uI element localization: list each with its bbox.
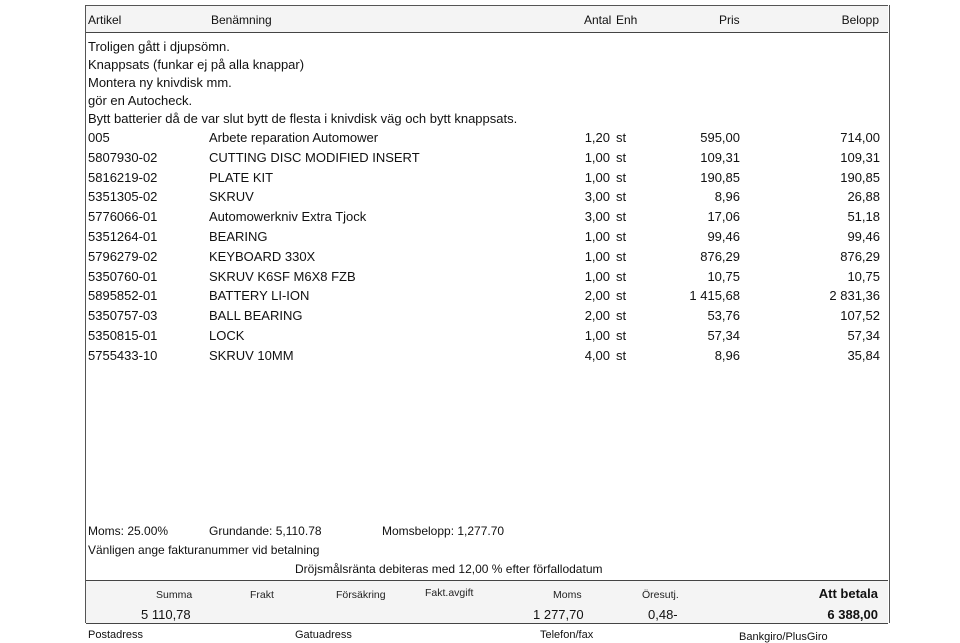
item-article: 5350815-01 — [88, 327, 158, 343]
item-description: SKRUV 10MM — [209, 347, 294, 363]
item-description: LOCK — [209, 327, 245, 343]
line-item — [86, 148, 888, 168]
summa-label: Summa — [156, 589, 193, 601]
oresutj-value: 0,48- — [648, 607, 678, 622]
item-price: 109,31 — [700, 149, 740, 165]
footer-bankgiro: Bankgiro/PlusGiro — [739, 631, 828, 643]
footer-telefon: Telefon/fax — [540, 629, 594, 641]
item-description: Automowerkniv Extra Tjock — [209, 209, 367, 225]
item-description: BALL BEARING — [209, 308, 303, 324]
line-item — [86, 346, 888, 366]
item-unit: st — [616, 189, 627, 205]
line-item — [86, 247, 888, 267]
item-description: SKRUV K6SF M6X8 FZB — [209, 268, 356, 284]
item-price: 8,96 — [714, 347, 740, 363]
note-line: gör en Autocheck. — [88, 93, 193, 108]
moms-label: Moms — [553, 589, 582, 601]
line-item — [86, 207, 888, 227]
item-amount: 99,46 — [847, 228, 880, 244]
line-items — [86, 128, 888, 366]
item-amount: 876,29 — [840, 248, 880, 264]
vat-base: Grundande: 5,110.78 — [209, 524, 322, 538]
item-article: 5350757-03 — [88, 308, 158, 324]
faktavgift-label: Fakt.avgift — [425, 587, 474, 599]
frakt-label: Frakt — [250, 589, 274, 601]
line-item — [86, 168, 888, 188]
item-article: 5895852-01 — [88, 288, 158, 304]
item-article: 5755433-10 — [88, 347, 158, 363]
item-amount: 57,34 — [847, 327, 880, 343]
item-description: PLATE KIT — [209, 169, 274, 185]
line-item — [86, 227, 888, 247]
item-description: SKRUV — [209, 189, 254, 205]
footer-gatuadress: Gatuadress — [295, 629, 352, 641]
item-quantity: 1,00 — [584, 327, 610, 343]
item-amount: 714,00 — [840, 130, 880, 145]
header-artikel: Artikel — [88, 13, 122, 27]
item-article: 5351305-02 — [88, 189, 158, 205]
item-quantity: 1,00 — [584, 268, 610, 284]
item-price: 8,96 — [714, 189, 740, 205]
item-unit: st — [616, 248, 627, 264]
item-quantity: 1,00 — [584, 248, 610, 264]
item-description: CUTTING DISC MODIFIED INSERT — [209, 149, 420, 165]
item-quantity: 1,20 — [584, 130, 610, 145]
item-unit: st — [616, 149, 627, 165]
column-header-bar — [86, 6, 888, 33]
item-unit: st — [616, 288, 627, 304]
item-unit: st — [616, 130, 627, 145]
forsakring-label: Försäkring — [336, 589, 386, 601]
att-betala-value: 6 388,00 — [827, 607, 878, 622]
vat-rate: Moms: 25.00% — [88, 524, 169, 538]
item-article: 5776066-01 — [88, 209, 158, 225]
payment-note: Vänligen ange fakturanummer vid betalning — [88, 543, 320, 557]
item-quantity: 3,00 — [584, 209, 610, 225]
moms-value: 1 277,70 — [533, 607, 584, 622]
oresutj-label: Öresutj. — [642, 589, 679, 601]
item-article: 5796279-02 — [88, 248, 158, 264]
item-price: 595,00 — [700, 130, 740, 145]
item-unit: st — [616, 347, 627, 363]
item-amount: 35,84 — [847, 347, 880, 363]
item-article: 5807930-02 — [88, 149, 158, 165]
item-description: Arbete reparation Automower — [209, 130, 379, 145]
summa-value: 5 110,78 — [141, 607, 191, 622]
item-price: 876,29 — [700, 248, 740, 264]
item-unit: st — [616, 268, 627, 284]
item-price: 1 415,68 — [689, 288, 740, 304]
header-benamning: Benämning — [211, 13, 272, 27]
item-unit: st — [616, 228, 627, 244]
item-amount: 107,52 — [840, 308, 880, 324]
item-amount: 51,18 — [847, 209, 880, 225]
item-amount: 109,31 — [840, 149, 880, 165]
work-notes — [88, 38, 517, 128]
footer-postadress: Postadress — [88, 629, 144, 641]
item-price: 57,34 — [707, 327, 740, 343]
item-amount: 190,85 — [840, 169, 880, 185]
item-price: 99,46 — [707, 228, 740, 244]
item-price: 17,06 — [707, 209, 740, 225]
note-line: Bytt batterier då de var slut bytt de flesta i knivdisk väg och bytt knappsats. — [88, 111, 518, 126]
header-enh: Enh — [616, 13, 638, 27]
note-line: Knappsats (funkar ej på alla knappar) — [88, 57, 305, 72]
note-line: Montera ny knivdisk mm. — [88, 75, 232, 90]
header-antal: Antal — [584, 13, 612, 27]
item-article: 005 — [88, 130, 110, 145]
item-description: BATTERY LI-ION — [209, 288, 310, 304]
item-price: 53,76 — [707, 308, 740, 324]
item-quantity: 4,00 — [584, 347, 610, 363]
vat-amount: Momsbelopp: 1,277.70 — [382, 524, 505, 538]
item-article: 5350760-01 — [88, 268, 158, 284]
line-item — [86, 128, 888, 148]
item-unit: st — [616, 169, 627, 185]
item-price: 190,85 — [700, 169, 740, 185]
line-item — [86, 326, 888, 346]
line-item — [86, 286, 888, 306]
item-quantity: 1,00 — [584, 149, 610, 165]
item-unit: st — [616, 209, 627, 225]
line-item — [86, 306, 888, 326]
item-article: 5816219-02 — [88, 169, 158, 185]
item-amount: 26,88 — [847, 189, 880, 205]
item-quantity: 3,00 — [584, 189, 610, 205]
header-pris: Pris — [719, 13, 740, 27]
item-unit: st — [616, 327, 627, 343]
item-amount: 2 831,36 — [829, 288, 880, 304]
interest-note: Dröjsmålsränta debiteras med 12,00 % efter förfallodatum — [295, 562, 603, 576]
item-description: BEARING — [209, 228, 268, 244]
item-unit: st — [616, 308, 627, 324]
totals-bar — [86, 580, 888, 624]
item-price: 10,75 — [707, 268, 740, 284]
item-amount: 10,75 — [847, 268, 880, 284]
item-article: 5351264-01 — [88, 228, 158, 244]
line-item — [86, 267, 888, 287]
item-quantity: 2,00 — [584, 308, 610, 324]
item-quantity: 2,00 — [584, 288, 610, 304]
item-quantity: 1,00 — [584, 228, 610, 244]
item-description: KEYBOARD 330X — [209, 248, 316, 264]
item-quantity: 1,00 — [584, 169, 610, 185]
header-belopp: Belopp — [841, 13, 879, 27]
att-betala-label: Att betala — [818, 586, 878, 601]
note-line: Troligen gått i djupsömn. — [88, 39, 230, 54]
line-item — [86, 187, 888, 207]
